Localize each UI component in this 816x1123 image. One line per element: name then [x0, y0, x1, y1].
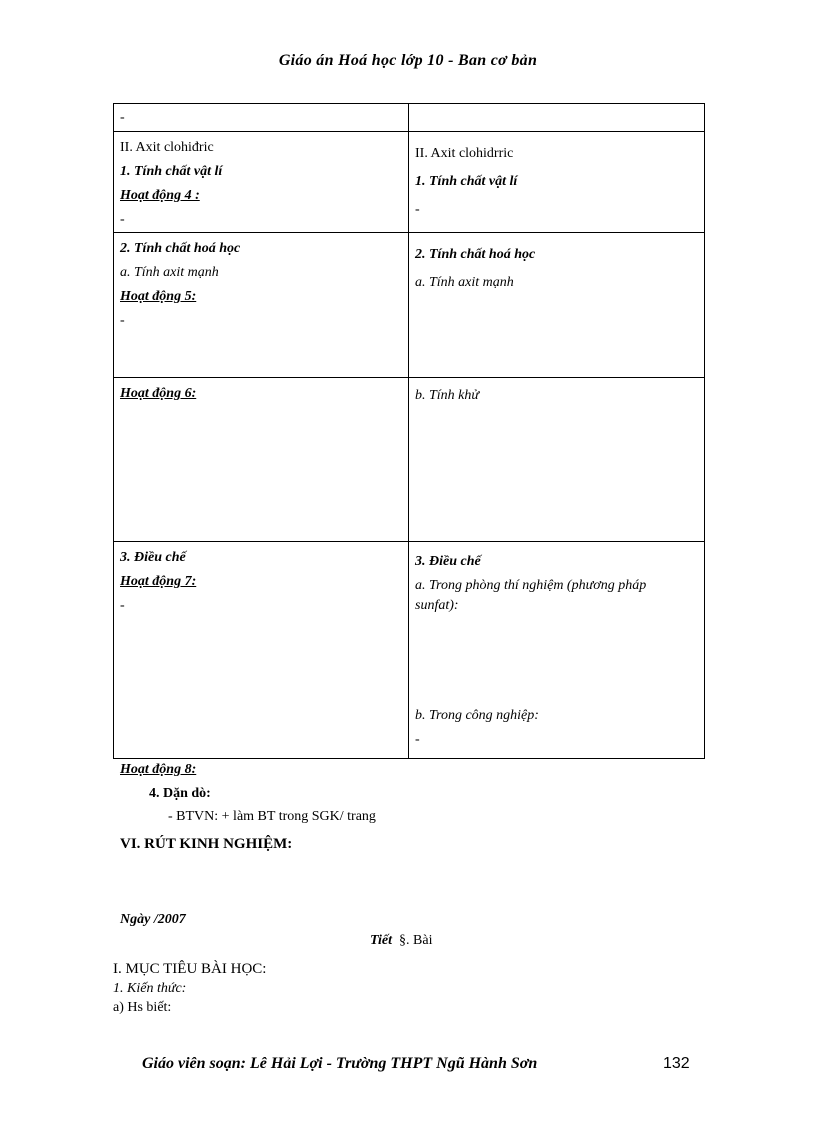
cell-right	[409, 378, 705, 542]
item-text: sunfat):	[415, 598, 459, 613]
cell-right	[409, 233, 705, 378]
activity-label: Hoạt động 4 :	[120, 188, 200, 203]
cell-right	[409, 132, 705, 233]
page-number: 132	[663, 1055, 690, 1072]
homework-line: - BTVN: + làm BT trong SGK/ trang	[168, 809, 376, 824]
cell-right	[409, 104, 705, 132]
subsection-heading: 1. Tính chất vật lí	[120, 164, 223, 179]
dash-text: -	[120, 313, 125, 328]
page-header: Giáo án Hoá học lớp 10 - Ban cơ bản	[278, 52, 538, 69]
item-text: a. Tính axit mạnh	[120, 265, 219, 280]
subsection-heading: 2. Tính chất hoá học	[415, 247, 536, 262]
table-row	[114, 378, 705, 542]
table-row	[114, 132, 705, 233]
dash-text: -	[120, 598, 125, 613]
dash-text: -	[415, 202, 420, 217]
lesson-line	[370, 933, 432, 949]
students-know-text: a) Hs biết:	[113, 1000, 172, 1015]
section-heading: II. Axit clohidrric	[415, 146, 514, 161]
cell-left	[114, 132, 409, 233]
experience-heading: VI. RÚT KINH NGHIỆM:	[120, 836, 293, 852]
table-row	[114, 104, 705, 132]
subsection-heading: 1. Tính chất vật lí	[415, 174, 518, 189]
cell-left	[114, 542, 409, 759]
lesson-table	[113, 103, 705, 759]
table-row	[114, 233, 705, 378]
cell-left	[114, 378, 409, 542]
lesson-label: Tiết	[370, 933, 393, 948]
dash-text: -	[120, 110, 125, 125]
item-text: a. Trong phòng thí nghiệm (phương pháp	[415, 578, 647, 593]
date-line: Ngày /2007	[120, 912, 186, 927]
section-heading: II. Axit clohiđric	[120, 140, 214, 155]
item-text: a. Tính axit mạnh	[415, 275, 514, 290]
dash-text: -	[415, 732, 420, 747]
item-text: b. Trong công nghiệp:	[415, 708, 539, 723]
lesson-title: §. Bài	[399, 933, 433, 948]
cell-right	[409, 542, 705, 759]
activity-label: Hoạt động 6:	[120, 386, 197, 401]
objectives-heading: I. MỤC TIÊU BÀI HỌC:	[113, 961, 267, 977]
subsection-heading: 3. Điều chế	[120, 550, 186, 565]
knowledge-heading: 1. Kiến thức:	[113, 981, 187, 996]
activity-8-label: Hoạt động 8:	[120, 762, 197, 777]
page-footer: Giáo viên soạn: Lê Hải Lợi - Trường THPT Ngũ Hành Sơn	[142, 1055, 538, 1072]
activity-label: Hoạt động 5:	[120, 289, 197, 304]
item-text: b. Tính khử	[415, 388, 480, 403]
homework-heading: 4. Dặn dò:	[149, 786, 211, 801]
subsection-heading: 2. Tính chất hoá học	[120, 241, 241, 256]
subsection-heading: 3. Điều chế	[415, 554, 481, 569]
activity-label: Hoạt động 7:	[120, 574, 197, 589]
cell-left	[114, 233, 409, 378]
cell-left	[114, 104, 409, 132]
dash-text: -	[120, 212, 125, 227]
table-row	[114, 542, 705, 759]
